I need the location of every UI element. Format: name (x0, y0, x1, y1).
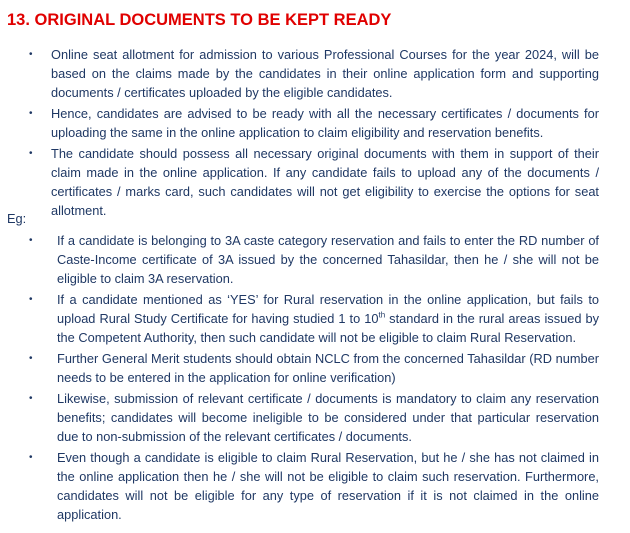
example-label: Eg: (7, 211, 27, 226)
list-item (29, 104, 599, 142)
bullet-icon: • (29, 393, 33, 404)
list-item (29, 290, 599, 347)
list-item-text: Even though a candidate is eligible to claim Rural Reservation, but he / she has not claimed in the online application then he / she will not be eligible to claim such reservation. Furthermore, candidates will not be eligible for any type of reservation if it is not claimed in the online application. (57, 450, 599, 522)
examples-list (29, 231, 599, 526)
list-item-text: Further General Merit students should obtain NCLC from the concerned Tahasildar (RD number needs to be entered in the application for online verification) (57, 351, 599, 385)
bullet-icon: • (29, 452, 33, 463)
bullet-icon: • (29, 148, 33, 159)
bullet-icon: • (29, 108, 33, 119)
bullet-icon: • (29, 353, 33, 364)
list-item-text-continued: standard in the rural areas issued by the Competent Authority, then such candidate will not be eligible to claim Rural Reservation. (57, 311, 599, 345)
list-item-text: Hence, candidates are advised to be ready with all the necessary certificates / documents for uploading the same in the online application to claim eligibility and reservation benefits. (51, 106, 599, 140)
list-item-text: If a candidate mentioned as ‘YES’ for Rural reservation in the online application, but fails to upload Rural Study Certificate for having studied 1 to 10 (57, 292, 599, 326)
list-item-text: If a candidate is belonging to 3A caste category reservation and fails to enter the RD number of Caste-Income certificate of 3A issued by the concerned Tahasildar, then he / she will not be eligible to claim 3A reservation. (57, 233, 599, 286)
list-item (29, 389, 599, 446)
list-item (29, 45, 599, 102)
bullet-icon: • (29, 235, 33, 246)
bullet-icon: • (29, 49, 33, 60)
list-item-text: The candidate should possess all necessary original documents with them in support of their claim made in the online application. If any candidate fails to upload any of the documents / certificates / marks card, such candidates will not get eligibility to exercise the options for seat allotment. (51, 146, 599, 218)
list-item (29, 349, 599, 387)
list-item (29, 144, 599, 220)
list-item (29, 448, 599, 524)
superscript-th: th (378, 310, 386, 320)
bullet-icon: • (29, 294, 33, 305)
list-item (29, 231, 599, 288)
list-item-text: Online seat allotment for admission to various Professional Courses for the year 2024, will be based on the claims made by the candidates in their online application form and supporting documents / certificates uploaded by the eligible candidates. (51, 47, 599, 100)
list-item-text: Likewise, submission of relevant certificate / documents is mandatory to claim any reservation benefits; candidates will become ineligible to be considered under that particular reservation due to non-submission of the relevant certificates / documents. (57, 391, 599, 444)
section-heading: 13. ORIGINAL DOCUMENTS TO BE KEPT READY (7, 11, 392, 29)
requirements-list (29, 45, 599, 222)
